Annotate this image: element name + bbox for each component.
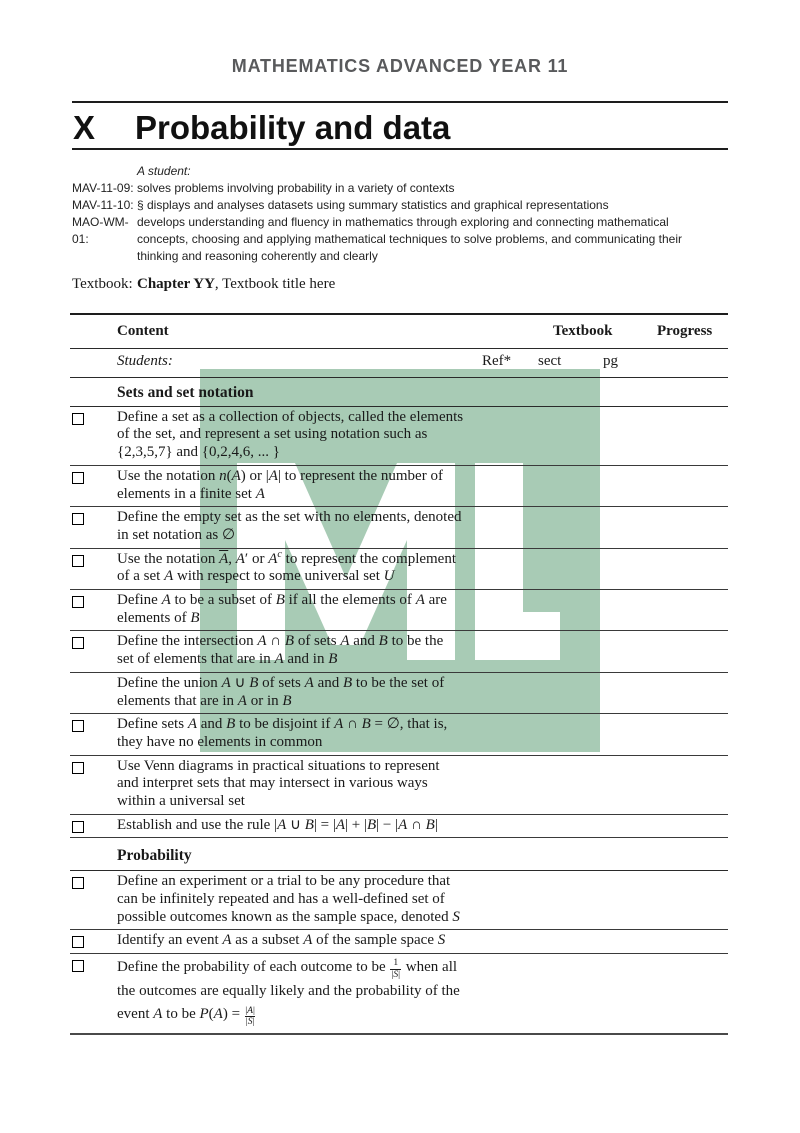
table-subheader-row [70,349,728,378]
checklist-text: Establish and use the rule |A ∪ B| = |A| + |B| − |A ∩ B| [117,816,438,833]
checkbox[interactable] [72,960,84,972]
checklist-text: Define the intersection A ∩ B of sets A and B to be the set of elements that are in A and in B [117,633,444,668]
outcomes-intro-row [72,163,717,180]
checklist-row [70,815,728,839]
table-body [70,378,728,1035]
outcome-text: § displays and analyses datasets using summary statistics and graphical representations [137,197,609,212]
checkbox[interactable] [72,877,84,889]
checklist-text: Define an experiment or a trial to be any procedure that can be infinitely repeated and has a well-defined set of possible outcomes known as the sample space, denoted S [117,873,460,925]
checklist-text: Define a set as a collection of objects, called the elements of the set, and represent a set using notation such as {2,3,5,7} and {0,2,4,6, ... } [117,408,464,461]
textbook-chapter: Chapter YY [137,276,215,292]
students-label: Students: [117,353,173,369]
checklist-text: Define the union A ∪ B of sets A and B to be the set of elements that are in A or in B [117,674,445,709]
outcome-row [72,214,717,265]
checklist-row [70,507,728,548]
checklist-text: Define sets A and B to be disjoint if A ∩ B = ∅, that is, they have no elements in common [117,716,448,750]
divider-under-title [72,148,728,150]
checklist-row [70,756,728,815]
checkbox[interactable] [72,821,84,833]
textbook-line [72,276,722,293]
checkbox[interactable] [72,413,84,425]
checkbox[interactable] [72,936,84,948]
checkbox[interactable] [72,555,84,567]
checklist-row [70,714,728,755]
fraction: $\frac{1}{|S|}$ [391,957,401,980]
outcome-row [72,197,717,214]
checklist-text: Use the notation $\overline{A}$, A′ or $A^c$ to represent the complement of a set A with respect to some universal set U [117,548,457,585]
outcome-code: MAO-WM-01: [72,214,129,246]
checklist-text: Define the probability of each outcome to be $\frac{1}{|S|}$ when all the outcomes are equally likely and the probability of the event A to be P(A) = $\frac{|A|}{|S|}$ [117,957,460,1028]
checklist-text: Define the empty set as the set with no elements, denoted in set notation as ∅ [117,509,462,543]
chapter-code: X [73,109,96,146]
checkbox[interactable] [72,762,84,774]
outcome-text: solves problems involving probability in a variety of contexts [137,180,455,195]
checkbox[interactable] [72,513,84,525]
checkbox[interactable] [72,596,84,608]
checklist-text: Use the notation n(A) or |A| to represent the number of elements in a finite set A [117,467,443,502]
outcomes-block [72,163,717,264]
outcome-code: MAV-11-10: [72,197,134,212]
section-header: Sets and set notation [70,378,728,407]
checkbox[interactable] [72,720,84,732]
col-header-textbook: Textbook [553,323,613,339]
pg-column-label: pg [603,353,618,369]
checklist-row [70,871,728,930]
checkbox[interactable] [72,637,84,649]
chapter-title: Probability and data [135,109,451,146]
checklist-text: Identify an event A as a subset A of the sample space S [117,932,446,949]
checklist-row [70,590,728,631]
checklist-row [70,930,728,954]
outcome-text: develops understanding and fluency in mathematics through exploring and connecting mathematical concepts, choosing and applying mathematical techniques to solve problems, and communicating their thinking and reasoning coherently and clearly [137,214,682,263]
table-header-row [70,315,728,349]
outcome-row [72,180,717,197]
checklist-text: Use Venn diagrams in practical situations to represent and interpret sets that may intersect in various ways within a universal set [117,757,440,810]
outcome-code: MAV-11-09: [72,180,134,195]
ref-column-label: Ref* [482,353,512,369]
chapter-title-row [73,109,728,147]
textbook-title-rest: , Textbook title here [214,276,336,292]
outcomes-intro: A student: [137,164,191,178]
checklist-row [70,549,728,590]
checklist-row [70,631,728,672]
col-header-content: Content [117,323,169,339]
divider-top [72,101,728,103]
checklist-row [70,673,728,714]
content-table [70,313,728,1035]
checklist-row [70,407,728,466]
page-header: MATHEMATICS ADVANCED YEAR 11 [231,56,569,76]
textbook-label: Textbook: [72,276,133,292]
sect-column-label: sect [538,353,562,369]
col-header-progress: Progress [657,323,713,339]
checklist-row [70,954,728,1035]
fraction: $\frac{|A|}{|S|}$ [245,1004,255,1028]
checklist-row [70,466,728,507]
checklist-text: Define A to be a subset of B if all the elements of A are elements of B [117,592,447,626]
checkbox[interactable] [72,472,84,484]
section-header: Probability [70,837,728,871]
